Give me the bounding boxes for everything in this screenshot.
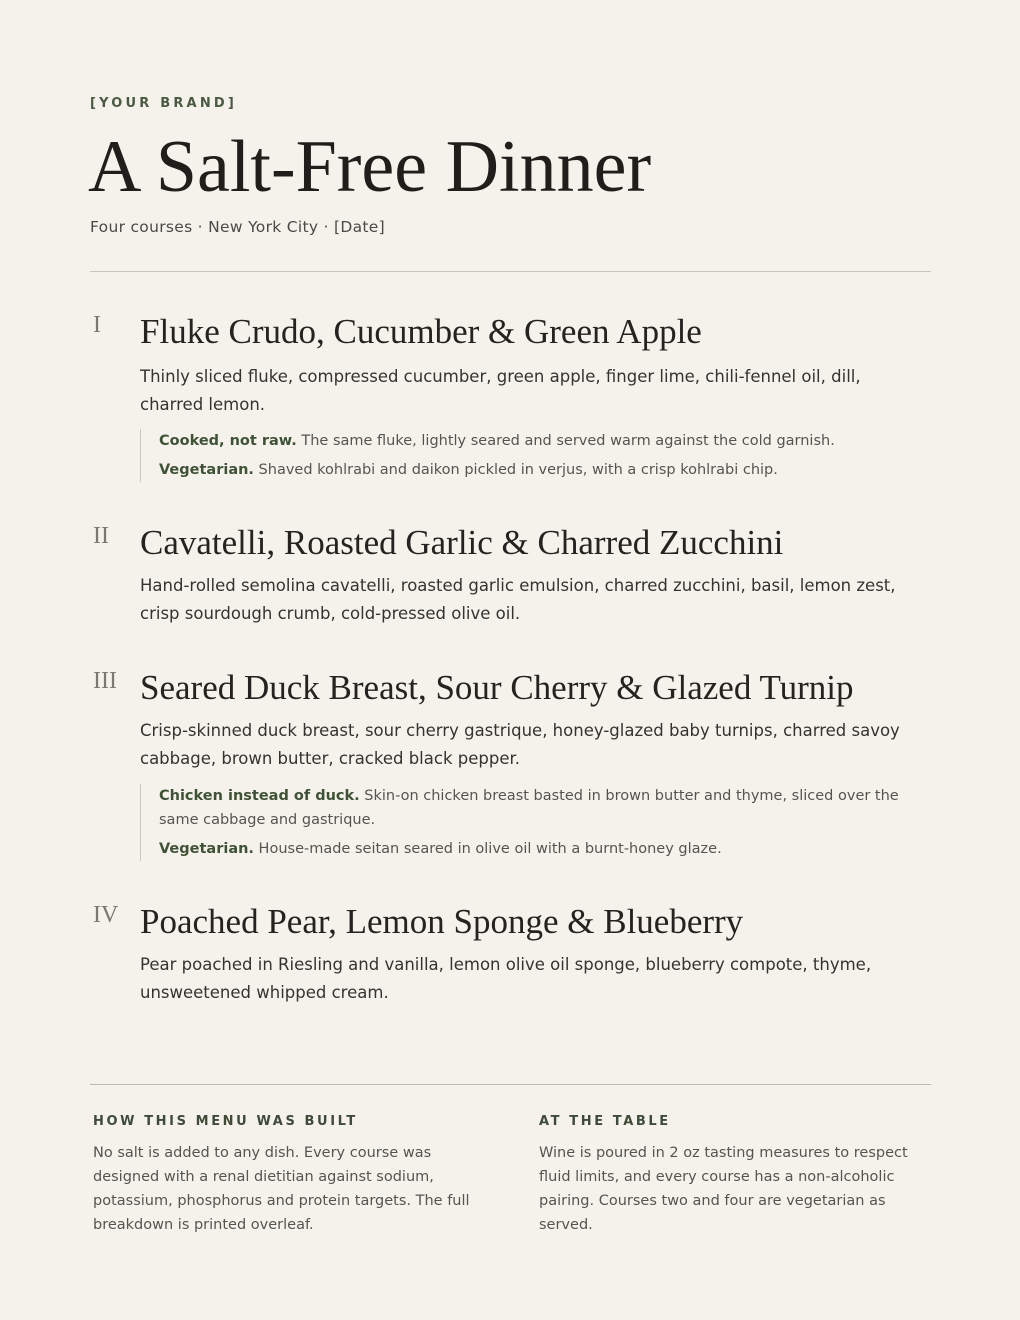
footer-how-built <box>93 1113 493 1237</box>
course-description: Pear poached in Riesling and vanilla, lemon olive oil sponge, blueberry compote, thyme, unsweetened whipped cream. <box>140 955 872 1002</box>
page-title: A Salt-Free Dinner <box>88 126 652 208</box>
alternative-label: Chicken instead of duck. <box>159 788 360 804</box>
header-divider <box>90 271 931 272</box>
footer-text: Wine is poured in 2 oz tasting measures to respect fluid limits, and every course has a non-alcoholic pairing. Courses two and four are vegetarian as served. <box>539 1145 908 1233</box>
footer-heading: HOW THIS MENU WAS BUILT <box>93 1114 358 1129</box>
course-alternatives <box>140 784 924 861</box>
course-description: Crisp-skinned duck breast, sour cherry gastrique, honey-glazed baby turnips, charred savoy cabbage, brown butter, cracked black pepper. <box>140 721 900 768</box>
course-numeral: III <box>93 668 117 694</box>
course-numeral: I <box>93 312 101 338</box>
course-numeral: IV <box>93 902 119 928</box>
course-description: Hand-rolled semolina cavatelli, roasted garlic emulsion, charred zucchini, basil, lemon zest, crisp sourdough crumb, cold-pressed olive oil. <box>140 576 896 623</box>
alternative-text: The same fluke, lightly seared and served warm against the cold garnish. <box>301 433 835 449</box>
footer-divider <box>90 1084 931 1085</box>
page-subtitle: Four courses · New York City · [Date] <box>90 218 385 236</box>
alternative-label: Cooked, not raw. <box>159 433 297 449</box>
course-title: Cavatelli, Roasted Garlic & Charred Zucchini <box>140 523 784 562</box>
course-numeral: II <box>93 523 109 549</box>
footer-text: No salt is added to any dish. Every course was designed with a renal dietitian against sodium, potassium, phosphorus and protein targets. The full breakdown is printed overleaf. <box>93 1145 470 1233</box>
brand-label: [YOUR BRAND] <box>90 96 238 111</box>
alternative-label: Vegetarian. <box>159 841 254 857</box>
course-alternatives <box>140 429 924 482</box>
footer-heading: AT THE TABLE <box>539 1114 671 1129</box>
course-description: Thinly sliced fluke, compressed cucumber, green apple, finger lime, chili-fennel oil, dill, charred lemon. <box>140 367 861 414</box>
course-title: Fluke Crudo, Cucumber & Green Apple <box>140 312 702 351</box>
alternative-text: House-made seitan seared in olive oil with a burnt-honey glaze. <box>258 841 722 857</box>
alternative-vegetarian <box>159 458 924 482</box>
alternative-chicken <box>159 784 924 832</box>
alternative-vegetarian <box>159 837 924 861</box>
alternative-text: Shaved kohlrabi and daikon pickled in verjus, with a crisp kohlrabi chip. <box>258 462 778 478</box>
course-title: Poached Pear, Lemon Sponge & Blueberry <box>140 902 744 941</box>
course-title: Seared Duck Breast, Sour Cherry & Glazed Turnip <box>140 668 854 707</box>
alternative-cooked <box>159 429 924 453</box>
alternative-text: Skin-on chicken breast basted in brown butter and thyme, sliced over the same cabbage and gastrique. <box>159 788 899 828</box>
footer-at-table <box>539 1113 939 1237</box>
alternative-label: Vegetarian. <box>159 462 254 478</box>
